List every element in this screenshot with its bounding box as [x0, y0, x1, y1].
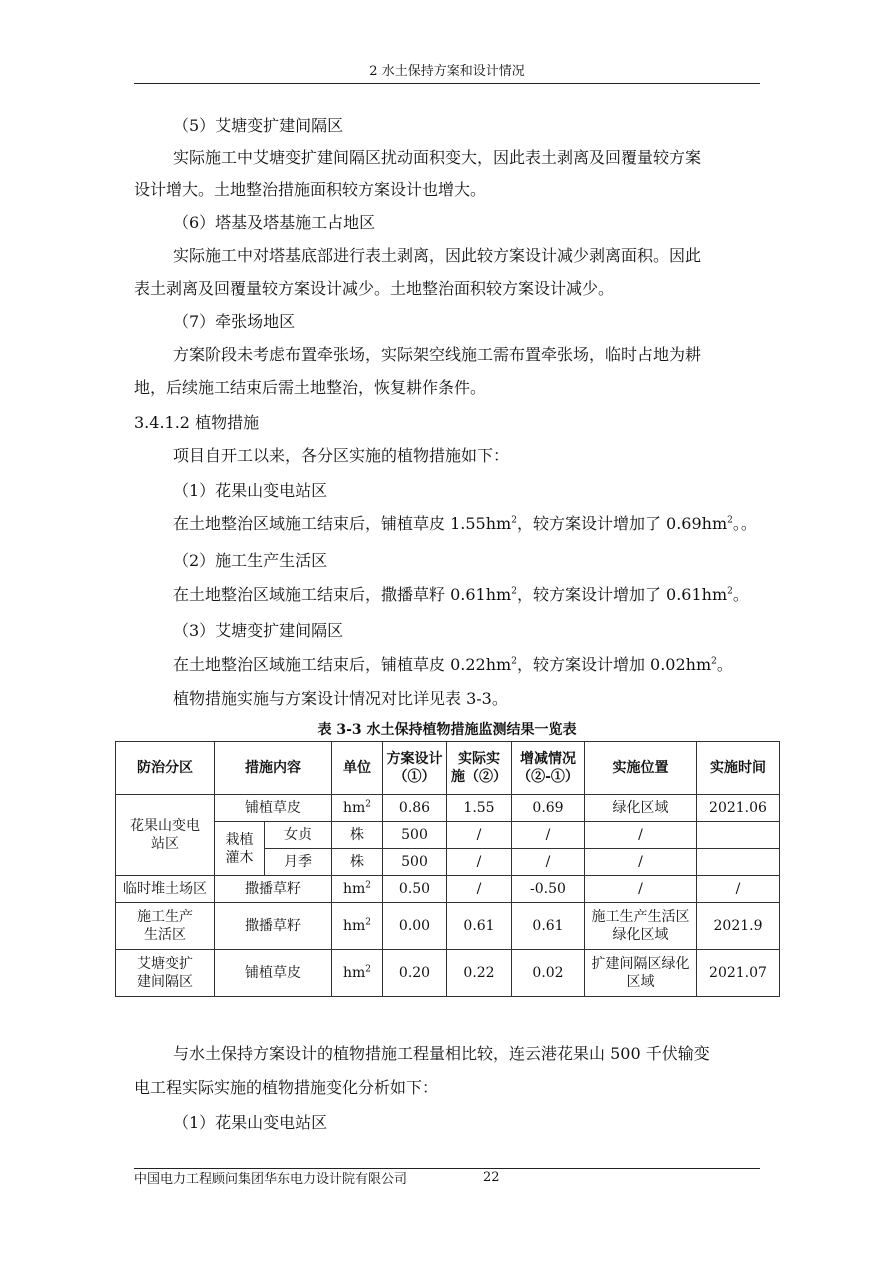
cell-unit: $hm^2$: [332, 903, 383, 950]
cell-time: 2021.07: [697, 950, 780, 997]
cell-measure: 月季: [265, 849, 332, 876]
paragraph-line: 电工程实际实施的植物措施变化分析如下：: [134, 1078, 439, 1097]
cell-actual: /: [447, 822, 512, 849]
th-measure: 措施内容: [215, 742, 332, 795]
table-row: [116, 950, 780, 997]
paragraph-line: 设计增大。土地整治措施面积较方案设计也增大。: [134, 180, 487, 199]
cell-change: /: [512, 849, 585, 876]
cell-change: 0.69: [512, 795, 585, 822]
cell-unit: 株: [332, 822, 383, 849]
cell-zone: 花果山变电 站区: [116, 795, 215, 876]
table-row: [116, 822, 780, 849]
paragraph-line: 植物措施实施与方案设计情况对比详见表 3-3。: [173, 689, 508, 708]
cell-plan: 500: [383, 849, 447, 876]
paragraph-line: 表土剥离及回覆量较方案设计减少。土地整治面积较方案设计减少。: [134, 279, 615, 298]
heading-7: （7）牵张场地区: [173, 312, 296, 331]
cell-measure: 女贞: [265, 822, 332, 849]
heading-5: （5）艾塘变扩建间隔区: [173, 116, 344, 135]
cell-time: [697, 822, 780, 849]
th-actual: 实际实 施（②）: [447, 742, 512, 795]
cell-group: 栽植 灌木: [215, 822, 265, 876]
table-caption: 表 3-3 水土保持植物措施监测结果一览表: [317, 722, 577, 738]
cell-zone: 临时堆土场区: [116, 876, 215, 903]
paragraph-line: 在土地整治区域施工结束后，撒播草籽 $0.61hm^2$，较方案设计增加了 $0.61hm^2$。: [173, 585, 749, 604]
th-unit: 单位: [332, 742, 383, 795]
cell-actual: 0.61: [447, 903, 512, 950]
footer-rule: [134, 1168, 760, 1169]
heading-1: （1）花果山变电站区: [173, 481, 328, 500]
cell-location: /: [585, 876, 697, 903]
paragraph-line: 方案阶段未考虑布置牵张场，实际架空线施工需布置牵张场，临时占地为耕: [173, 345, 702, 364]
cell-change: 0.61: [512, 903, 585, 950]
cell-time: /: [697, 876, 780, 903]
cell-unit: 株: [332, 849, 383, 876]
cell-location: 绿化区域: [585, 795, 697, 822]
paragraph-line: 在土地整治区域施工结束后，铺植草皮 $0.22hm^2$，较方案设计增加 $0.02hm^2$。: [173, 655, 733, 674]
paragraph-line: 实际施工中对塔基底部进行表土剥离，因此较方案设计减少剥离面积。因此: [173, 246, 702, 265]
cell-plan: 500: [383, 822, 447, 849]
table-header-row: [116, 742, 780, 795]
cell-measure: 铺植草皮: [215, 795, 332, 822]
paragraph-line: 项目自开工以来，各分区实施的植物措施如下：: [173, 446, 510, 465]
cell-measure: 铺植草皮: [215, 950, 332, 997]
page-header: 2 水土保持方案和设计情况: [369, 64, 525, 79]
cell-location: 施工生产生活区 绿化区域: [585, 903, 697, 950]
heading-1: （1）花果山变电站区: [173, 1113, 328, 1132]
footer-company: 中国电力工程顾问集团华东电力设计院有限公司: [134, 1172, 408, 1187]
cell-actual: /: [447, 876, 512, 903]
paragraph-line: 与水土保持方案设计的植物措施工程量相比较，连云港花果山 500 千伏输变: [173, 1044, 710, 1063]
th-time: 实施时间: [697, 742, 780, 795]
cell-plan: 0.20: [383, 950, 447, 997]
paragraph-line: 实际施工中艾塘变扩建间隔区扰动面积变大，因此表土剥离及回覆量较方案: [173, 148, 702, 167]
header-rule: [134, 83, 760, 84]
cell-unit: $hm^2$: [332, 950, 383, 997]
cell-plan: 0.00: [383, 903, 447, 950]
cell-actual: 0.22: [447, 950, 512, 997]
cell-zone: 艾塘变扩 建间隔区: [116, 950, 215, 997]
cell-zone: 施工生产 生活区: [116, 903, 215, 950]
heading-3: （3）艾塘变扩建间隔区: [173, 621, 344, 640]
cell-change: 0.02: [512, 950, 585, 997]
section-heading: 3.4.1.2 植物措施: [134, 413, 260, 432]
plant-measures-table: [115, 741, 780, 997]
cell-measure: 撒播草籽: [215, 876, 332, 903]
page-number: 22: [483, 1170, 500, 1185]
cell-change: /: [512, 822, 585, 849]
cell-location: /: [585, 822, 697, 849]
cell-actual: /: [447, 849, 512, 876]
cell-plan: 0.50: [383, 876, 447, 903]
th-change: 增减情况 （②-①）: [512, 742, 585, 795]
paragraph-line: 在土地整治区域施工结束后，铺植草皮 $1.55hm^2$，较方案设计增加了 $0.69hm^2$。。: [173, 514, 757, 533]
cell-unit: $hm^2$: [332, 795, 383, 822]
th-plan: 方案设计 （①）: [383, 742, 447, 795]
cell-location: 扩建间隔区绿化 区域: [585, 950, 697, 997]
table-row: [116, 795, 780, 822]
cell-unit: $hm^2$: [332, 876, 383, 903]
cell-location: /: [585, 849, 697, 876]
cell-change: -0.50: [512, 876, 585, 903]
cell-actual: 1.55: [447, 795, 512, 822]
heading-2: （2）施工生产生活区: [173, 551, 328, 570]
th-location: 实施位置: [585, 742, 697, 795]
th-zone: 防治分区: [116, 742, 215, 795]
cell-time: [697, 849, 780, 876]
cell-plan: 0.86: [383, 795, 447, 822]
cell-measure: 撒播草籽: [215, 903, 332, 950]
cell-time: 2021.9: [697, 903, 780, 950]
cell-time: 2021.06: [697, 795, 780, 822]
table-row: [116, 903, 780, 950]
heading-6: （6）塔基及塔基施工占地区: [173, 213, 376, 232]
table-row: [116, 876, 780, 903]
paragraph-line: 地，后续施工结束后需土地整治，恢复耕作条件。: [134, 378, 487, 397]
